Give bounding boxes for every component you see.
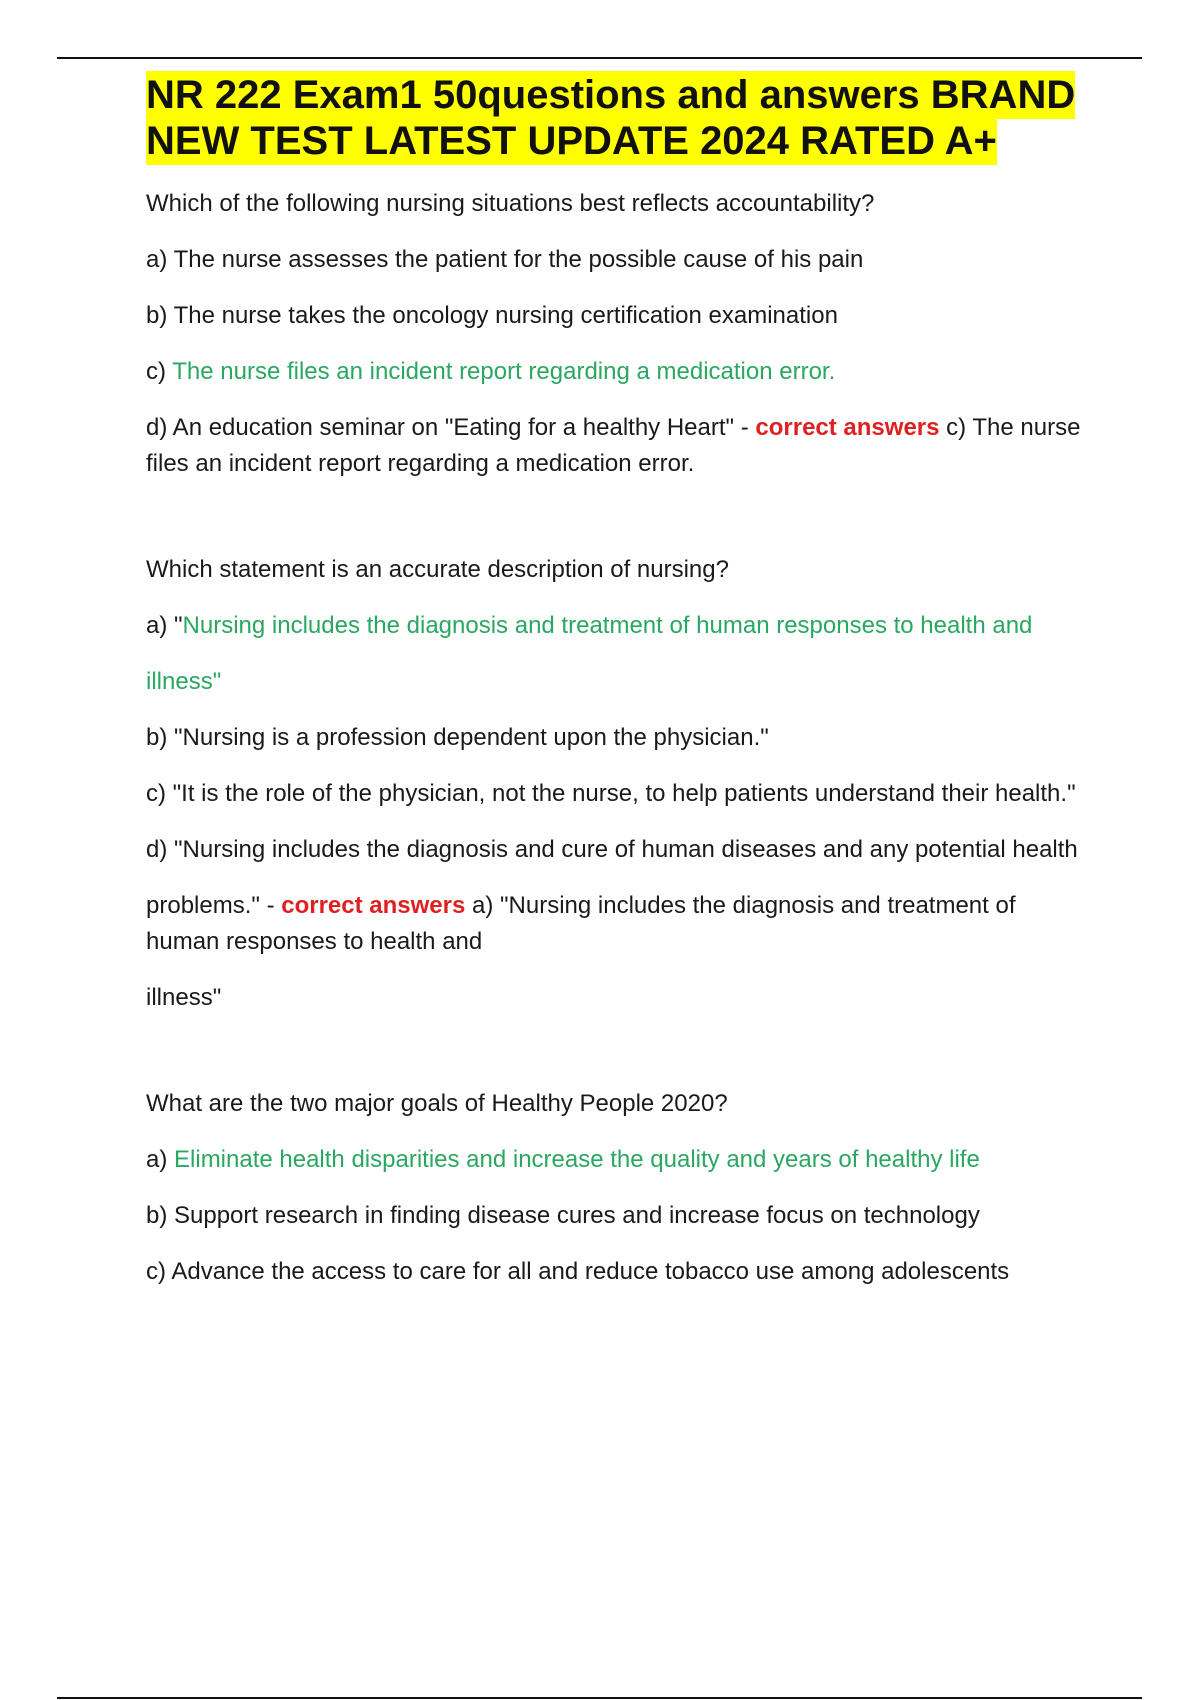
- question-2: Which statement is an accurate description of nursing?: [146, 556, 729, 583]
- q1-correct-option: The nurse files an incident report regarding a medication error.: [172, 358, 836, 385]
- q1-option-b: b) The nurse takes the oncology nursing certification examination: [146, 302, 838, 329]
- q2-option-b: b) "Nursing is a profession dependent upon the physician.": [146, 724, 769, 751]
- q2-option-d-cont: [146, 888, 1086, 960]
- q1-answer-text: c) The nurse files an incident report regarding a medication error.: [146, 414, 1081, 477]
- q2-option-a-prefix: a) ": [146, 612, 183, 639]
- question-3: What are the two major goals of Healthy People 2020?: [146, 1090, 728, 1117]
- title-highlight: NR 222 Exam1 50questions and answers BRAND NEW TEST LATEST UPDATE 2024 RATED A+: [146, 73, 1076, 163]
- q3-option-b: b) Support research in finding disease cures and increase focus on technology: [146, 1202, 980, 1229]
- q2-correct-option: Nursing includes the diagnosis and treatment of human responses to health and: [182, 612, 1033, 639]
- q2-option-a: [146, 608, 1086, 644]
- q3-option-c: c) Advance the access to care for all and reduce tobacco use among adolescents: [146, 1258, 1010, 1285]
- q3-option-a-prefix: a): [146, 1146, 175, 1173]
- document-title: [146, 72, 1086, 164]
- document-page: [146, 72, 1086, 1310]
- top-rule: [57, 57, 1142, 59]
- q2-option-d: d) "Nursing includes the diagnosis and cure of human diseases and any potential health: [146, 836, 1078, 863]
- bottom-rule: [57, 1697, 1142, 1699]
- q2-option-d-cont-text: problems." -: [146, 892, 282, 919]
- q2-answer-text: a) "Nursing includes the diagnosis and treatment of human responses to health and: [146, 892, 1016, 955]
- q3-option-a: [146, 1142, 1086, 1178]
- q3-correct-option: Eliminate health disparities and increase the quality and years of healthy life: [174, 1146, 980, 1173]
- q1-option-d: [146, 410, 1086, 482]
- q1-option-c-prefix: c): [146, 358, 173, 385]
- q1-option-d-text: d) An education seminar on "Eating for a healthy Heart" -: [146, 414, 756, 441]
- q1-option-c: [146, 354, 1086, 390]
- q2-option-c: c) "It is the role of the physician, not the nurse, to help patients understand their health.": [146, 780, 1076, 807]
- q2-answer-text-cont: illness": [146, 984, 222, 1011]
- q2-correct-answers-label: correct answers: [281, 892, 466, 919]
- q1-correct-answers-label: correct answers: [755, 414, 940, 441]
- q1-option-a: a) The nurse assesses the patient for the possible cause of his pain: [146, 246, 864, 273]
- question-1: Which of the following nursing situations best reflects accountability?: [146, 190, 875, 217]
- q2-correct-option-cont: illness": [146, 668, 222, 695]
